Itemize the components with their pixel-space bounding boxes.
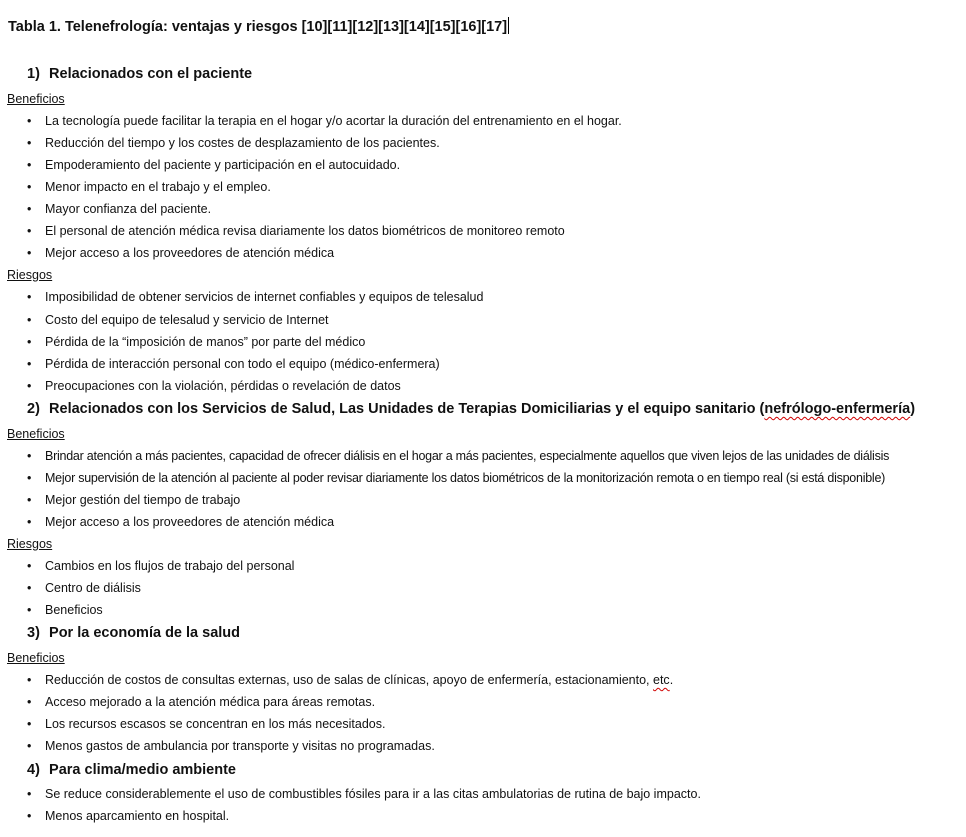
list-item-text: Menos aparcamiento en hospital. xyxy=(45,809,230,823)
bullet-icon: • xyxy=(27,335,32,349)
bullet-icon: • xyxy=(27,717,32,731)
bullet-icon: • xyxy=(27,603,32,617)
bullet-icon: • xyxy=(27,180,32,194)
list-item xyxy=(27,223,565,239)
bullet-icon: • xyxy=(27,809,32,823)
bullet-icon: • xyxy=(27,739,32,753)
bullet-icon: • xyxy=(27,581,32,595)
section-title: Por la economía de la salud xyxy=(49,625,241,641)
section-2-heading xyxy=(27,401,915,417)
section-title-parenthetical: (nefrólogo-enfermería) xyxy=(759,401,916,417)
section-1-beneficios-label: Beneficios xyxy=(7,92,65,106)
list-item xyxy=(27,470,885,486)
section-1-heading xyxy=(27,66,252,82)
list-item-text: Costo del equipo de telesalud y servicio de Internet xyxy=(45,313,329,327)
list-item xyxy=(27,672,673,688)
bullet-icon: • xyxy=(27,202,32,216)
list-item xyxy=(27,378,401,394)
list-item-text: Mejor acceso a los proveedores de atención médica xyxy=(45,246,335,260)
list-item xyxy=(27,580,141,596)
list-item-text: Pérdida de interacción personal con todo el equipo (médico-enfermera) xyxy=(45,357,440,371)
bullet-icon: • xyxy=(27,449,32,463)
list-item-text: Preocupaciones con la violación, pérdidas o revelación de datos xyxy=(45,379,401,393)
list-item xyxy=(27,738,435,754)
list-item xyxy=(27,448,889,464)
section-3-heading xyxy=(27,625,240,641)
list-item-text: Beneficios xyxy=(45,603,103,617)
section-1-riesgos-label: Riesgos xyxy=(7,268,53,282)
spellcheck-flagged-text: etc xyxy=(653,673,670,687)
bullet-icon: • xyxy=(27,379,32,393)
list-item xyxy=(27,356,440,372)
section-4-heading xyxy=(27,762,236,778)
section-title: Relacionados con el paciente xyxy=(49,66,253,82)
list-item-text: Pérdida de la “imposición de manos” por parte del médico xyxy=(45,335,366,349)
section-number: 1) xyxy=(27,66,40,82)
list-item xyxy=(27,558,294,574)
section-title: Para clima/medio ambiente xyxy=(49,762,236,778)
bullet-icon: • xyxy=(27,313,32,327)
list-item-text: Reducción de costos de consultas externas, uso de salas de clínicas, apoyo de enfermería, estacionamiento, xyxy=(45,673,653,687)
bullet-icon: • xyxy=(27,224,32,238)
list-item-text: Mejor supervisión de la atención al paciente al poder revisar diariamente los datos biométricos de la monitorización remota o en tiempo real (si está disponible) xyxy=(45,471,886,485)
section-number: 3) xyxy=(27,625,40,641)
list-item-text: Imposibilidad de obtener servicios de internet confiables y equipos de telesalud xyxy=(45,290,484,304)
list-item-text: Cambios en los flujos de trabajo del personal xyxy=(45,559,295,573)
list-item xyxy=(27,786,701,802)
list-item-text: Acceso mejorado a la atención médica para áreas remotas. xyxy=(45,695,376,709)
bullet-icon: • xyxy=(27,515,32,529)
bullet-icon: • xyxy=(27,246,32,260)
section-number: 2) xyxy=(27,401,40,417)
bullet-icon: • xyxy=(27,559,32,573)
section-2-beneficios-label: Beneficios xyxy=(7,427,65,441)
section-number: 4) xyxy=(27,762,40,778)
bullet-icon: • xyxy=(27,290,32,304)
spellcheck-flagged-text: nefrólogo-enfermería xyxy=(764,401,911,417)
list-item xyxy=(27,201,211,217)
list-item xyxy=(27,716,385,732)
list-item-text: El personal de atención médica revisa diariamente los datos biométricos de monitoreo remoto xyxy=(45,224,565,238)
table-title-references: [10][11][12][13][14][15][16][17] xyxy=(301,19,508,35)
list-item xyxy=(27,808,229,824)
list-item xyxy=(27,157,400,173)
list-item-text: Reducción del tiempo y los costes de desplazamiento de los pacientes. xyxy=(45,136,440,150)
list-item-text: Centro de diálisis xyxy=(45,581,141,595)
list-item xyxy=(27,602,103,618)
list-item-text: Los recursos escasos se concentran en los más necesitados. xyxy=(45,717,386,731)
section-title: Relacionados con los Servicios de Salud, Las Unidades de Terapias Domiciliarias y el equipo sanitario xyxy=(49,401,760,417)
list-item xyxy=(27,334,365,350)
list-item xyxy=(27,245,334,261)
bullet-icon: • xyxy=(27,136,32,150)
list-item-text: Se reduce considerablemente el uso de combustibles fósiles para ir a las citas ambulatorias de rutina de bajo impacto. xyxy=(45,787,701,801)
list-item-text: Mejor acceso a los proveedores de atención médica xyxy=(45,515,335,529)
section-3-beneficios-label: Beneficios xyxy=(7,651,65,665)
list-item-text: Menor impacto en el trabajo y el empleo. xyxy=(45,180,271,194)
bullet-icon: • xyxy=(27,357,32,371)
list-item-text: Brindar atención a más pacientes, capacidad de ofrecer diálisis en el hogar a más pacientes, especialmente aquellos que viven lejos de las unidades de diálisis xyxy=(45,449,890,463)
table-title-text: Tabla 1. Telenefrología: ventajas y riesgos xyxy=(8,19,302,35)
list-item xyxy=(27,312,329,328)
list-item-text: Menos gastos de ambulancia por transporte y visitas no programadas. xyxy=(45,739,435,753)
table-title xyxy=(8,17,509,35)
bullet-icon: • xyxy=(27,673,32,687)
section-2-riesgos-label: Riesgos xyxy=(7,537,53,551)
list-item xyxy=(27,289,483,305)
list-item xyxy=(27,179,271,195)
list-item xyxy=(27,514,334,530)
list-item xyxy=(27,113,622,129)
list-item-text-end: . xyxy=(669,673,674,687)
list-item-text: Mejor gestión del tiempo de trabajo xyxy=(45,493,241,507)
bullet-icon: • xyxy=(27,471,32,485)
list-item-text: Empoderamiento del paciente y participación en el autocuidado. xyxy=(45,158,401,172)
bullet-icon: • xyxy=(27,158,32,172)
bullet-icon: • xyxy=(27,695,32,709)
bullet-icon: • xyxy=(27,493,32,507)
bullet-icon: • xyxy=(27,787,32,801)
list-item-text: La tecnología puede facilitar la terapia en el hogar y/o acortar la duración del entrenamiento en el hogar. xyxy=(45,114,622,128)
list-item xyxy=(27,694,375,710)
list-item xyxy=(27,492,240,508)
list-item-text: Mayor confianza del paciente. xyxy=(45,202,212,216)
bullet-icon: • xyxy=(27,114,32,128)
text-cursor xyxy=(508,17,509,34)
list-item xyxy=(27,135,440,151)
